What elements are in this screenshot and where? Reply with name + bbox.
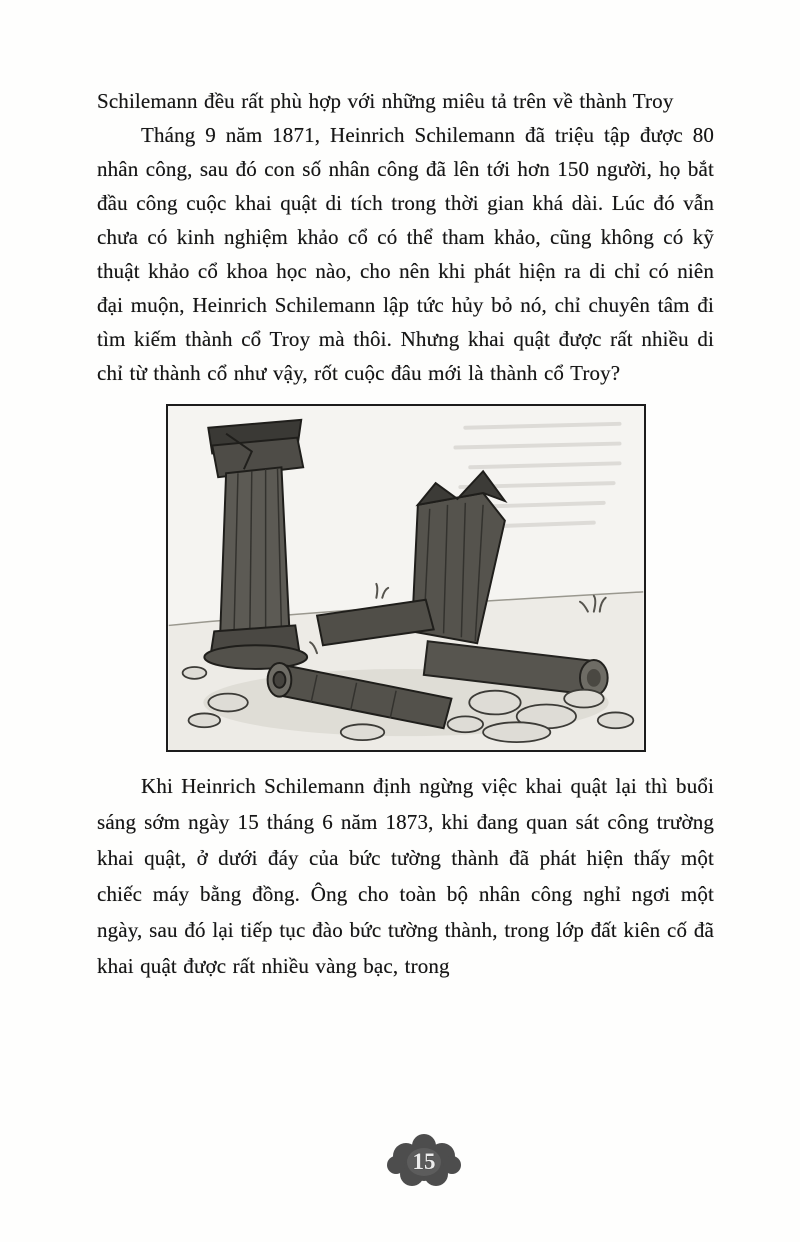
illustration-frame	[166, 404, 646, 752]
page-number: 15	[412, 1149, 436, 1174]
page-content	[97, 84, 714, 984]
page-number-badge	[382, 1132, 466, 1190]
ruins-illustration-image	[168, 406, 644, 750]
paragraph-discovery: Khi Heinrich Schilemann định ngừng việc khai quật lại thì buổi sáng sớm ngày 15 tháng 6 năm 1873, khi đang quan sát công trường khai quật, ở dưới đáy của bức tường thành đã phát hiện thấy một chiếc máy bằng đồng. Ông cho toàn bộ nhân công nghỉ ngơi một ngày, sau đó lại tiếp tục đào bức tường thành, trong lớp đất kiên cố đã khai quật được rất nhiều vàng bạc, trong	[97, 774, 714, 978]
paragraph-excavation-history: Tháng 9 năm 1871, Heinrich Schilemann đã triệu tập được 80 nhân công, sau đó con số nhân công đã lên tới hơn 150 người, họ bắt đầu công cuộc khai quật di tích trong thời gian khá dài. Lúc đó vẫn chưa có kinh nghiệm khảo cổ có thể tham khảo, cũng không có kỹ thuật khảo cổ khoa học nào, cho nên khi phát hiện ra di chỉ có niên đại muộn, Heinrich Schilemann lập tức hủy bỏ nó, chỉ chuyên tâm đi tìm kiếm thành cổ Troy mà thôi. Nhưng khai quật được rất nhiều di chỉ từ thành cổ như vậy, rốt cuộc đâu mới là thành cổ Troy?	[97, 123, 714, 385]
paragraph-continuation: Schilemann đều rất phù hợp với những miêu tả trên về thành Troy	[97, 89, 674, 113]
